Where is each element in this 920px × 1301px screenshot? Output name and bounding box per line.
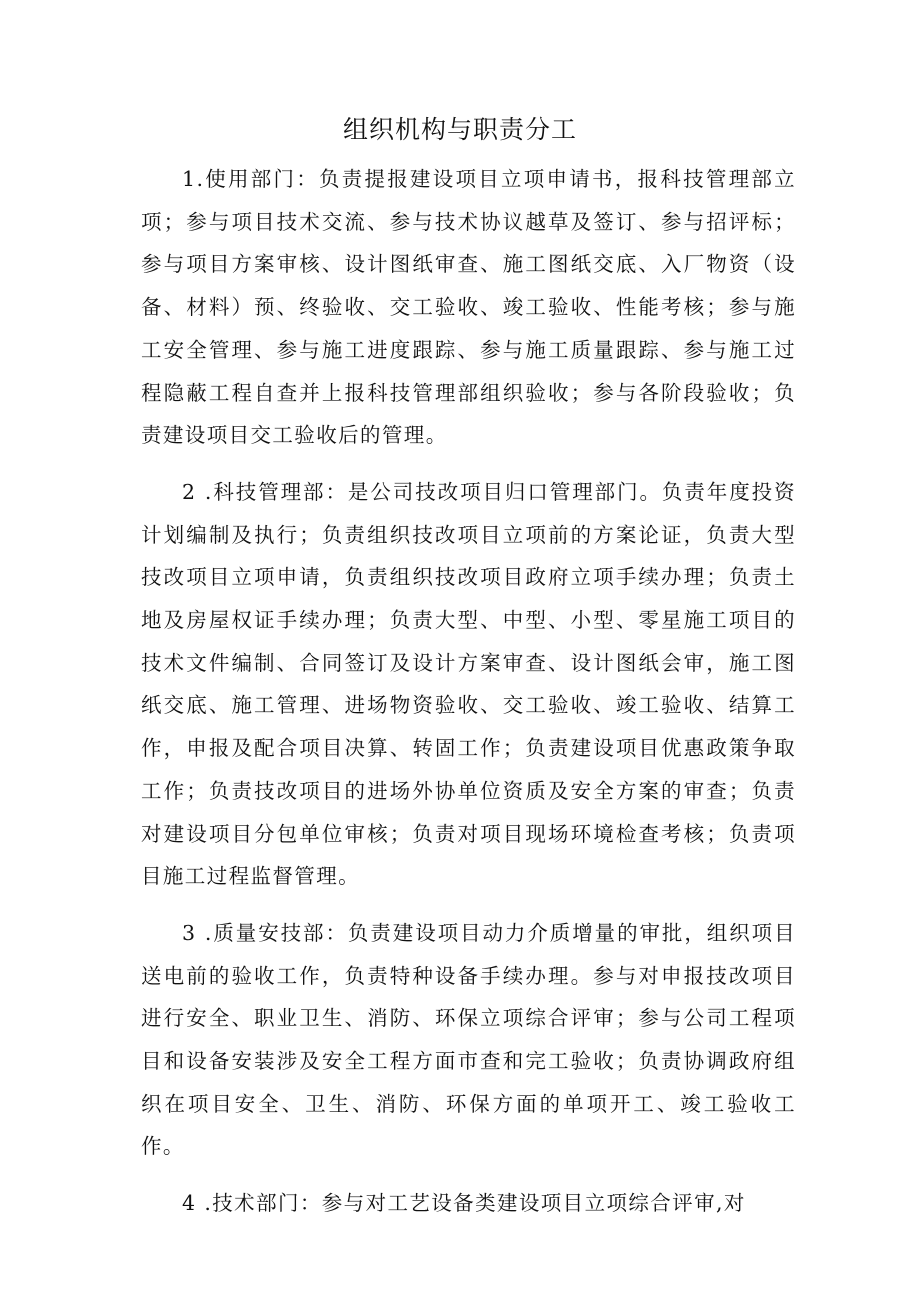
paragraph-quality-safety-department: 3 .质量安技部：负责建设项目动力介质增量的审批，组织项目送电前的验收工作，负责特种设备手续办理。参与对申报技改项目进行安全、职业卫生、消防、环保立项综合评审；参与公司工程项目和设备安装涉及安全工程方面市查和完工验收；负责协调政府组织在项目安全、卫生、消防、环保方面的单项开工、竣工验收工作。 [141,920,796,1159]
document-body [141,158,796,1239]
paragraph-tech-management-department: 2 .科技管理部：是公司技改项目归口管理部门。负责年度投资计划编制及执行；负责组织技改项目立项前的方案论证，负责大型技改项目立项申请，负责组织技改项目政府立项手续办理；负责土地及房屋权证手续办理；负责大型、中型、小型、零星施工项目的技术文件编制、合同签订及设计方案审查、设计图纸会审，施工图纸交底、施工管理、进场物资验收、交工验收、竣工验收、结算工作，申报及配合项目决算、转固工作；负责建设项目优惠政策争取工作；负责技改项目的进场外协单位资质及安全方案的审查；负责对建设项目分包单位审核；负责对项目现场环境检查考核；负责项目施工过程监督管理。 [141,479,796,889]
document-title: 组织机构与职责分工 [342,115,577,144]
paragraph-technical-department: 4 .技术部门：参与对工艺设备类建设项目立项综合评审,对 [182,1191,746,1216]
paragraph-usage-department: 1.使用部门：负责提报建设项目立项申请书，报科技管理部立项；参与项目技术交流、参与技术协议越草及签订、参与招评标；参与项目方案审核、设计图纸审查、施工图纸交底、入厂物资（设备、材料）预、终验收、交工验收、竣工验收、性能考核；参与施工安全管理、参与施工进度跟踪、参与施工质量跟踪、参与施工过程隐蔽工程自查并上报科技管理部组织验收；参与各阶段验收；负责建设项目交工验收后的管理。 [141,167,796,448]
